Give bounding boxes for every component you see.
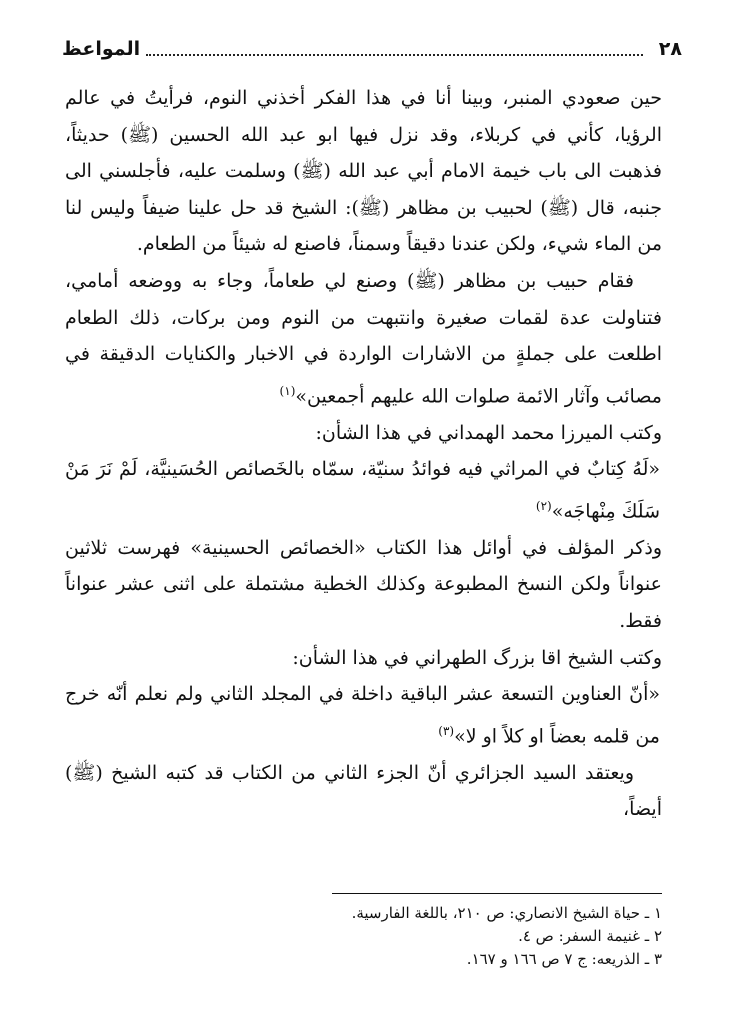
paragraph-text: «لَهُ كِتابٌ في المراثي فيه فوائدُ سنيّة، سمّاه بالخَصائص الحُسَينيَّة، لَمْ نَرَ مَنْ سَلَكَ مِنْهاجَه»: [65, 458, 660, 523]
body-paragraph: [65, 80, 662, 263]
header-dot-leader: [146, 42, 643, 56]
body-text: [65, 80, 662, 828]
footnote: ٢ ـ غنيمة السفر: ص ٤.: [518, 927, 662, 945]
footnote-reference: (٣): [438, 723, 455, 738]
footnote-reference: (١): [279, 383, 296, 398]
body-paragraph: [65, 755, 662, 828]
footnote: ٣ ـ الذريعه: ج ٧ ص ١٦٦ و ١٦٧.: [466, 950, 662, 968]
paragraph-text: وكتب الميرزا محمد الهمداني في هذا الشأن:: [315, 421, 662, 444]
paragraph-text: ويعتقد السيد الجزائري أنّ الجزء الثاني من الكتاب قد كتبه الشيخ (ﷺ) أيضاً،: [65, 761, 662, 821]
quote-paragraph: [65, 676, 662, 755]
paragraph-text: وكتب الشيخ اقا بزرگ الطهراني في هذا الشأن:: [292, 646, 662, 669]
footnote-separator: [332, 893, 662, 894]
footnotes: [242, 902, 662, 971]
quote-paragraph: [65, 451, 662, 530]
paragraph-text: وذكر المؤلف في أوائل هذا الكتاب «الخصائص الحسينية» فهرست ثلاثين عنواناً ولكن النسخ المطبوعة وكذلك الخطية مشتملة على اثنى عشر عنواناً فقط.: [65, 536, 662, 632]
body-paragraph: [65, 530, 662, 640]
paragraph-text: «أنّ العناوين التسعة عشر الباقية داخلة في المجلد الثاني ولم نعلم أنّه خرج من قلمه بعضاً او كلاً او لا»: [65, 683, 660, 748]
body-paragraph: [65, 640, 662, 677]
page-number: ٢٨: [658, 38, 682, 60]
footnote: ١ ـ حياة الشيخ الانصاري: ص ٢١٠، باللغة الفارسية.: [351, 904, 662, 922]
paragraph-text: فقام حبيب بن مظاهر (ﷺ) وصنع لي طعاماً، وجاء به ووضعه أمامي، فتناولت عدة لقمات صغيرة وانتبهت من النوم ومن بركات، ذلك الطعام اطلعت على جملةٍ من الاشارات الواردة في الاخبار والكنايات الدقيقة في مصائب وآثار الائمة صلوات الله عليهم أجمعين»: [65, 269, 662, 408]
paragraph-text: حين صعودي المنبر، وبينا أنا في هذا الفكر أخذني النوم، فرأيتُ في عالم الرؤيا، كأني في كربلاء، وقد نزل فيها ابو عبد الله الحسين (ﷺ) حديثاً، فذهبت الى باب خيمة الامام أبي عبد الله (ﷺ) وسلمت عليه، فأجلسني الى جنبه، قال (ﷺ) لحبيب بن مظاهر (ﷺ): الشيخ قد حل علينا ضيفاً وليس لنا من الماء شيء، ولكن عندنا دقيقاً وسمناً، فاصنع له شيئاً من الطعام.: [65, 87, 662, 256]
running-title: المواعظ: [62, 38, 141, 60]
body-paragraph: [65, 263, 662, 415]
body-paragraph: [65, 415, 662, 452]
footnote-reference: (٢): [535, 498, 552, 513]
page-header: [62, 32, 682, 66]
